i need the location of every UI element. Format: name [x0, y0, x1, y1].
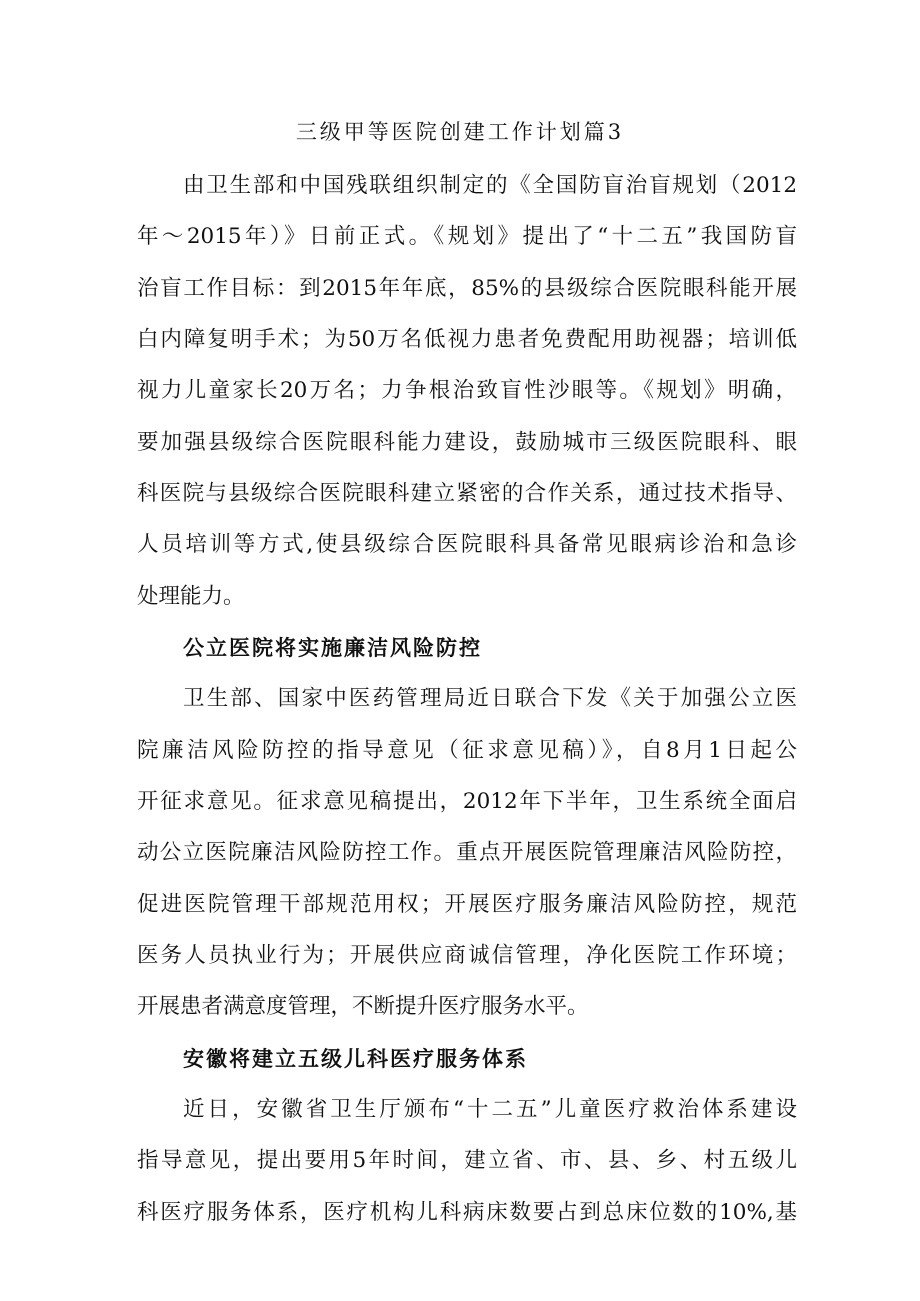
paragraph-line: 人员培训等方式,使县级综合医院眼科具备常见眼病诊治和急诊	[137, 532, 797, 557]
paragraph-line: 开征求意见。征求意见稿提出，2012年下半年，卫生系统全面启	[137, 789, 797, 814]
paragraph-line: 院廉洁风险防控的指导意见（征求意见稿）》，自8月1日起公	[137, 738, 797, 763]
paragraph-line: 科医疗服务体系，医疗机构儿科病床数要占到总床位数的10%,基	[137, 1200, 797, 1225]
paragraph-line: 科医院与县级综合医院眼科建立紧密的合作关系，通过技术指导、	[137, 481, 797, 506]
paragraph-line: 促进医院管理干部规范用权；开展医疗服务廉洁风险防控，规范	[137, 892, 797, 917]
paragraph-line: 动公立医院廉洁风险防控工作。重点开展医院管理廉洁风险防控，	[137, 840, 797, 865]
paragraph-line: 处理能力。	[137, 584, 245, 609]
paragraph-line: 指导意见，提出要用5年时间，建立省、市、县、乡、村五级儿	[137, 1148, 797, 1173]
paragraph-line: 治盲工作目标：到2015年年底，85%的县级综合医院眼科能开展	[137, 276, 797, 301]
paragraph-line: 医务人员执业行为；开展供应商诚信管理，净化医院工作环境；	[137, 943, 797, 968]
paragraph-line: 要加强县级综合医院眼科能力建设，鼓励城市三级医院眼科、眼	[137, 430, 797, 455]
paragraph-line: 年～2015年）》日前正式。《规划》提出了“十二五”我国防盲	[137, 224, 797, 249]
paragraph-line: 视力儿童家长20万名；力争根治致盲性沙眼等。《规划》明确，	[137, 378, 797, 403]
paragraph-line: 卫生部、国家中医药管理局近日联合下发《关于加强公立医	[183, 686, 797, 711]
section-heading: 安徽将建立五级儿科医疗服务体系	[183, 1046, 528, 1071]
paragraph-line: 白内障复明手术；为50万名低视力患者免费配用助视器；培训低	[137, 327, 797, 352]
paragraph-line: 由卫生部和中国残联组织制定的《全国防盲治盲规划（2012	[183, 173, 797, 198]
section-heading: 公立医院将实施廉洁风险防控	[183, 635, 482, 660]
document-title: 三级甲等医院创建工作计划篇3	[295, 120, 625, 144]
paragraph-line: 开展患者满意度管理，不断提升医疗服务水平。	[137, 994, 589, 1019]
paragraph-line: 近日，安徽省卫生厅颁布“十二五”儿童医疗救治体系建设	[183, 1097, 797, 1122]
